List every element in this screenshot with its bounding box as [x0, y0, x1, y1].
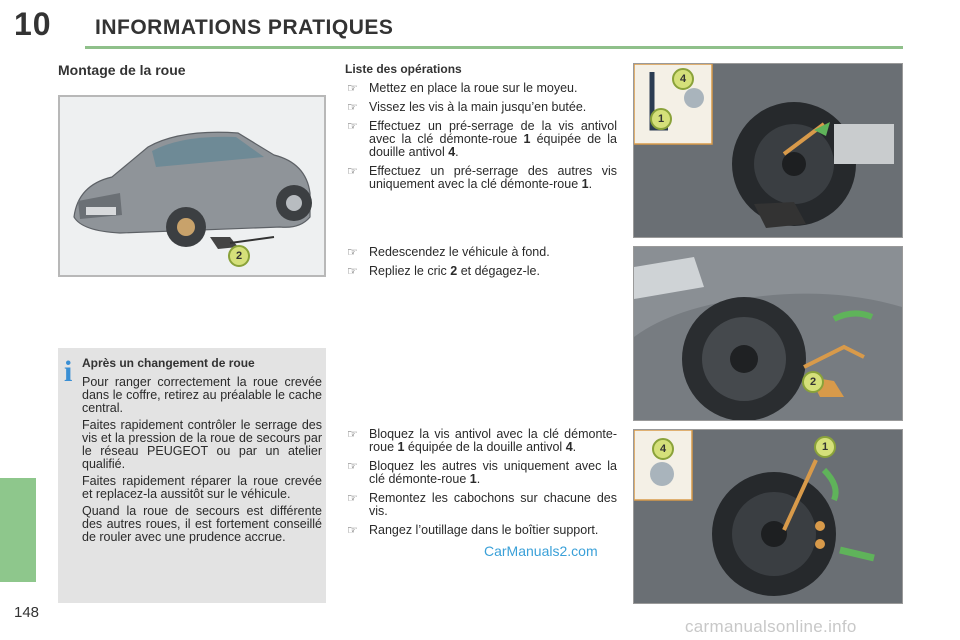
operation-step: ☞ Effectuez un pré-serrage des autres vis uniquement avec la clé démonte-roue 1. — [347, 164, 617, 191]
info-paragraph: Quand la roue de secours est différente des autres roues, il est fortement conseillé de rouler avec une prudence accrue. — [82, 504, 322, 544]
hand-pointer-icon: ☞ — [347, 523, 358, 537]
page-number: 148 — [14, 604, 40, 621]
hand-pointer-icon: ☞ — [347, 119, 358, 133]
hand-pointer-icon: ☞ — [347, 459, 358, 473]
hand-pointer-icon: ☞ — [347, 81, 358, 95]
carmanuals-watermark: CarManuals2.com — [484, 543, 598, 559]
photo-lock-bolts — [633, 429, 903, 604]
chapter-number: 10 — [14, 6, 52, 42]
hand-pointer-icon: ☞ — [347, 427, 358, 441]
car-illustration — [58, 95, 326, 277]
jack-callout-badge: 2 — [228, 245, 250, 267]
section-title: Montage de la roue — [58, 62, 186, 78]
operation-step: ☞ Effectuez un pré-serrage de la vis antivol avec la clé démonte-roue 1 équipée de la douille antivol 4. — [347, 119, 617, 159]
photo-2-drawing — [634, 247, 902, 420]
operation-step: ☞ Bloquez la vis antivol avec la clé démonte-roue 1 équipée de la douille antivol 4. — [347, 427, 617, 454]
photo-3-drawing — [634, 430, 902, 603]
photo-1-drawing — [634, 64, 902, 237]
info-paragraph: Faites rapidement contrôler le serrage des vis et la pression de la roue de secours par le réseau PEUGEOT ou par un atelier qualifié. — [82, 418, 322, 471]
operations-list-1 — [345, 82, 617, 197]
chapter-title: INFORMATIONS PRATIQUES — [95, 16, 394, 39]
operation-step: ☞ Repliez le cric 2 et dégagez-le. — [347, 264, 540, 278]
carmanualsonline-watermark: carmanualsonline.info — [685, 617, 857, 636]
chapter-side-tab — [0, 478, 36, 582]
hand-pointer-icon: ☞ — [347, 245, 358, 259]
info-paragraph: Faites rapidement réparer la roue crevée et replacez-la aussitôt sur le véhicule. — [82, 474, 322, 501]
hand-pointer-icon: ☞ — [347, 164, 358, 178]
operation-step: ☞ Redescendez le véhicule à fond. — [347, 245, 550, 259]
car-drawing — [60, 97, 324, 275]
operation-step: ☞ Vissez les vis à la main jusqu’en butée. — [347, 100, 587, 114]
operation-step: ☞ Bloquez les autres vis uniquement avec la clé démonte-roue 1. — [347, 459, 617, 486]
operations-title: Liste des opérations — [345, 62, 462, 76]
info-title: Après un changement de roue — [82, 356, 255, 370]
socket-callout-badge: 4 — [672, 68, 694, 90]
photo-tighten-bolts — [633, 63, 903, 238]
hand-pointer-icon: ☞ — [347, 264, 358, 278]
wrench-callout-badge: 1 — [814, 436, 836, 458]
operations-list-3 — [345, 428, 617, 543]
hand-pointer-icon: ☞ — [347, 491, 358, 505]
hand-pointer-icon: ☞ — [347, 100, 358, 114]
socket-callout-badge: 4 — [652, 438, 674, 460]
operation-step: ☞ Remontez les cabochons sur chacune des vis. — [347, 491, 617, 518]
header-rule — [85, 46, 903, 49]
operations-list-2 — [345, 246, 617, 284]
jack-callout-badge: 2 — [802, 371, 824, 393]
wrench-callout-badge: 1 — [650, 108, 672, 130]
photo-lower-vehicle — [633, 246, 903, 421]
info-content — [82, 356, 322, 548]
info-paragraph: Pour ranger correctement la roue crevée dans le coffre, retirez au préalable le cache central. — [82, 375, 322, 415]
operation-step: ☞ Rangez l’outillage dans le boîtier support. — [347, 523, 599, 537]
operation-step: ☞ Mettez en place la roue sur le moyeu. — [347, 81, 578, 95]
info-icon: i — [64, 355, 73, 388]
